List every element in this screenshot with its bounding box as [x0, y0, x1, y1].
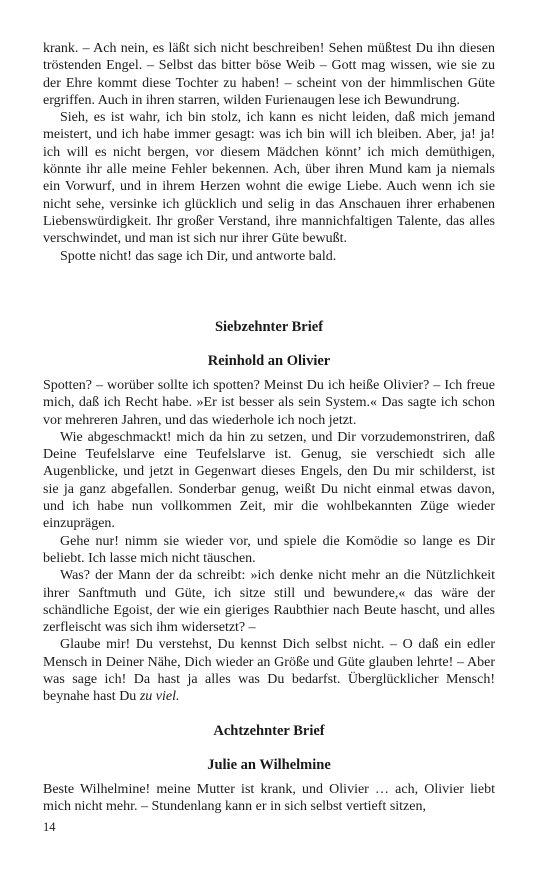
letter-17-heading: Siebzehnter Brief — [214, 319, 324, 335]
emphasis-text: zu viel. — [139, 689, 180, 705]
paragraph-with-emphasis — [43, 636, 495, 705]
letter-16-continuation — [43, 40, 495, 265]
letter-17-subheading: Reinhold an Olivier — [207, 353, 331, 369]
letter-18-heading: Achtzehnter Brief — [213, 723, 325, 739]
letter-18-subheading: Julie an Wilhelmine — [207, 757, 331, 773]
page-number: 14 — [43, 820, 56, 834]
paragraph-text: Glaube mir! Du verstehst, Du kennst Dich selbst nicht. – O daß ein edler Mensch in Deiner Nähe, Dich wieder an Größe und Güte glauben lehrte! – Aber was sage ich! Da hast ja alles was Du bedarfst. Überglücklicher Mensch! beynahe hast Du — [43, 637, 495, 705]
paragraph: Spotten? – worüber sollte ich spotten? Meinst Du ich heiße Olivier? – Ich freue mich, daß ich Recht habe. »Er ist besser als sein System.« Das sagte ich schon vor mehreren Jahren, und das wiederhole ich noch jetzt. — [43, 378, 495, 428]
letter-17-body — [43, 377, 495, 706]
paragraph: Beste Wilhelmine! meine Mutter ist krank, und Olivier … ach, Olivier liebt mich nicht mehr. – Stundenlang kann er in sich selbst vertieft sitzen, — [43, 782, 495, 815]
paragraph: Sieh, es ist wahr, ich bin stolz, ich kann es nicht leiden, daß mich jemand meistert, und ich habe immer gesagt: was ich bin will ich bleiben. Aber, ja! ja! ich will es nicht bergen, vor diesem Mädchen könnt’ ich mich demüthigen, könnte ihr alle meine Fehler bekennen. Ach, über ihren Mund kam ja niemals ein Vorwurf, und in ihrem Herzen wohnt die ewige Liebe. Auch wenn ich sie nicht sehe, versinke ich glücklich und selig in das Anschauen ihrer erhabenen Liebenswürdigkeit. Ihr großer Verstand, ihre mannichfaltigen Talente, das alles verschwindet, und man ist sich nur ihrer Güte bewußt. — [43, 110, 495, 247]
paragraph: Wie abgeschmackt! mich da hin zu setzen, und Dir vorzudemonstriren, daß Deine Teufelslarve eine Teufelslarve ist. Genug, sie verschiedt sich alle Augenblicke, und jetzt in Gegenwart dieses Engels, den Du mir schilderst, ist sie ja ganz abgefallen. Sonderbar genug, weißt Du nicht einmal etwas davon, und ich habe nun vollkommen Zeit, mir die wohlbekannten Züge wieder einzuprägen. — [43, 429, 495, 532]
letter-18-body — [43, 781, 495, 816]
paragraph: Gehe nur! nimm sie wieder vor, und spiele die Komödie so lange es Dir beliebt. Ich lasse mich nicht täuschen. — [43, 533, 495, 566]
paragraph: krank. – Ach nein, es läßt sich nicht beschreiben! Sehen müßtest Du ihn diesen tröstenden Engel. – Selbst das bitter böse Weib – Gott mag wissen, wie sie zu der Ehre kommt diese Tochter zu haben! – scheint von der himmlischen Güte ergriffen. Auch in ihren starren, wilden Furienaugen lese ich Bewundrung. — [43, 41, 495, 108]
paragraph: Was? der Mann der da schreibt: »ich denke nicht mehr an die Nützlichkeit ihrer Sanftmuth und Güte, ich sitze still und bewundere,« das wäre der schändliche Egoist, der wie ein gieriges Raubthier nach Beute hascht, und alles zerfleischt was sich ihm widersetzt? – — [43, 568, 495, 636]
paragraph: Spotte nicht! das sage ich Dir, und antworte bald. — [60, 248, 337, 264]
